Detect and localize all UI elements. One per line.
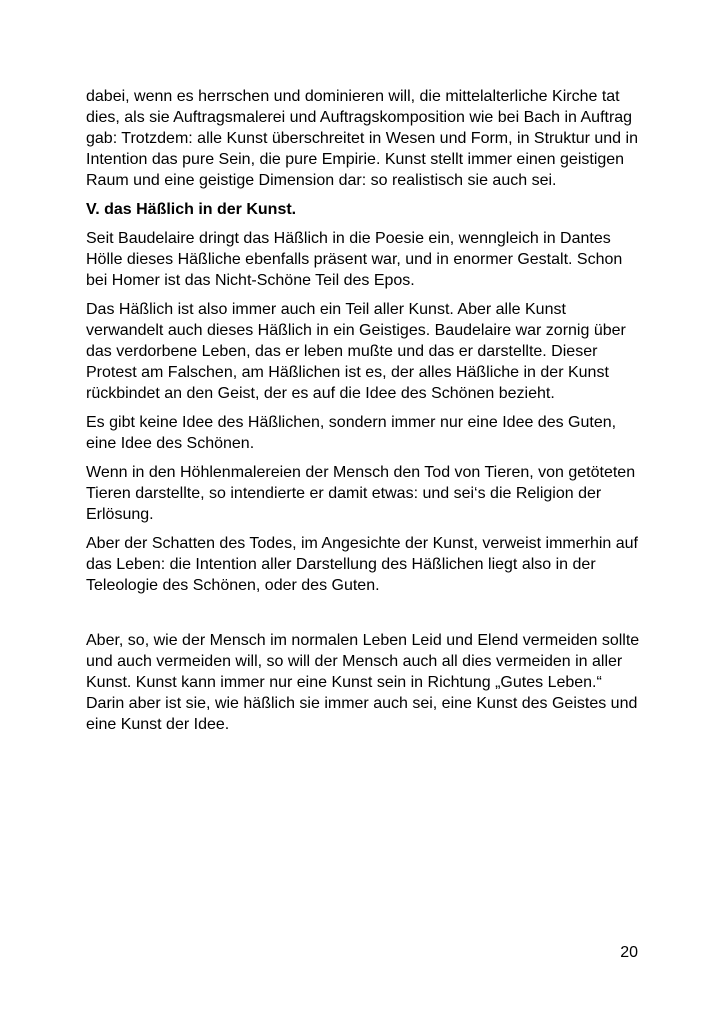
section-heading: V. das Häßlich in der Kunst. (86, 201, 297, 218)
paragraph: Das Häßlich ist also immer auch ein Teil aller Kunst. Aber alle Kunst verwandelt auch dieses Häßlich in ein Geistiges. Baudelaire war zornig über das verdorbene Leben, das er leben mußte und das er darstellte. Dieser Protest am Falschen, am Häßlichen ist es, der alles Häßliche in der Kunst rückbindet an den Geist, der es auf die Idee des Schönen bezieht. (86, 301, 626, 402)
paragraph: Es gibt keine Idee des Häßlichen, sondern immer nur eine Idee des Guten, eine Idee des Schönen. (86, 414, 617, 452)
page-content (86, 86, 642, 743)
paragraph: Seit Baudelaire dringt das Häßlich in die Poesie ein, wenngleich in Dantes Hölle dieses Häßliche ebenfalls präsent war, und in enormer Gestalt. Schon bei Homer ist das Nicht-Schöne Teil des Epos. (86, 230, 623, 289)
paragraph: Wenn in den Höhlenmalereien der Mensch den Tod von Tieren, von getöteten Tieren darstellte, so intendierte er damit etwas: und sei‘s die Religion der Erlösung. (86, 464, 636, 523)
intro-paragraph: dabei, wenn es herrschen und dominieren will, die mittelalterliche Kirche tat dies, als sie Auftragsmalerei und Auftragskomposition wie bei Bach in Auftrag gab: Trotzdem: alle Kunst überschreitet in Wesen und Form, in Struktur und in Intention das pure Sein, die pure Empirie. Kunst stellt immer einen geistigen Raum und eine geistige Dimension dar: so realistisch sie auch sei. (86, 88, 638, 189)
page-number: 20 (620, 944, 638, 961)
paragraph: Aber, so, wie der Mensch im normalen Leben Leid und Elend vermeiden sollte und auch vermeiden will, so will der Mensch auch all dies vermeiden in aller Kunst. Kunst kann immer nur eine Kunst sein in Richtung „Gutes Leben.“ Darin aber ist sie, wie häßlich sie immer auch sei, eine Kunst des Geistes und eine Kunst der Idee. (86, 632, 640, 733)
paragraph: Aber der Schatten des Todes, im Angesichte der Kunst, verweist immerhin auf das Leben: die Intention aller Darstellung des Häßlichen liegt also in der Teleologie des Schönen, oder des Guten. (86, 535, 638, 594)
